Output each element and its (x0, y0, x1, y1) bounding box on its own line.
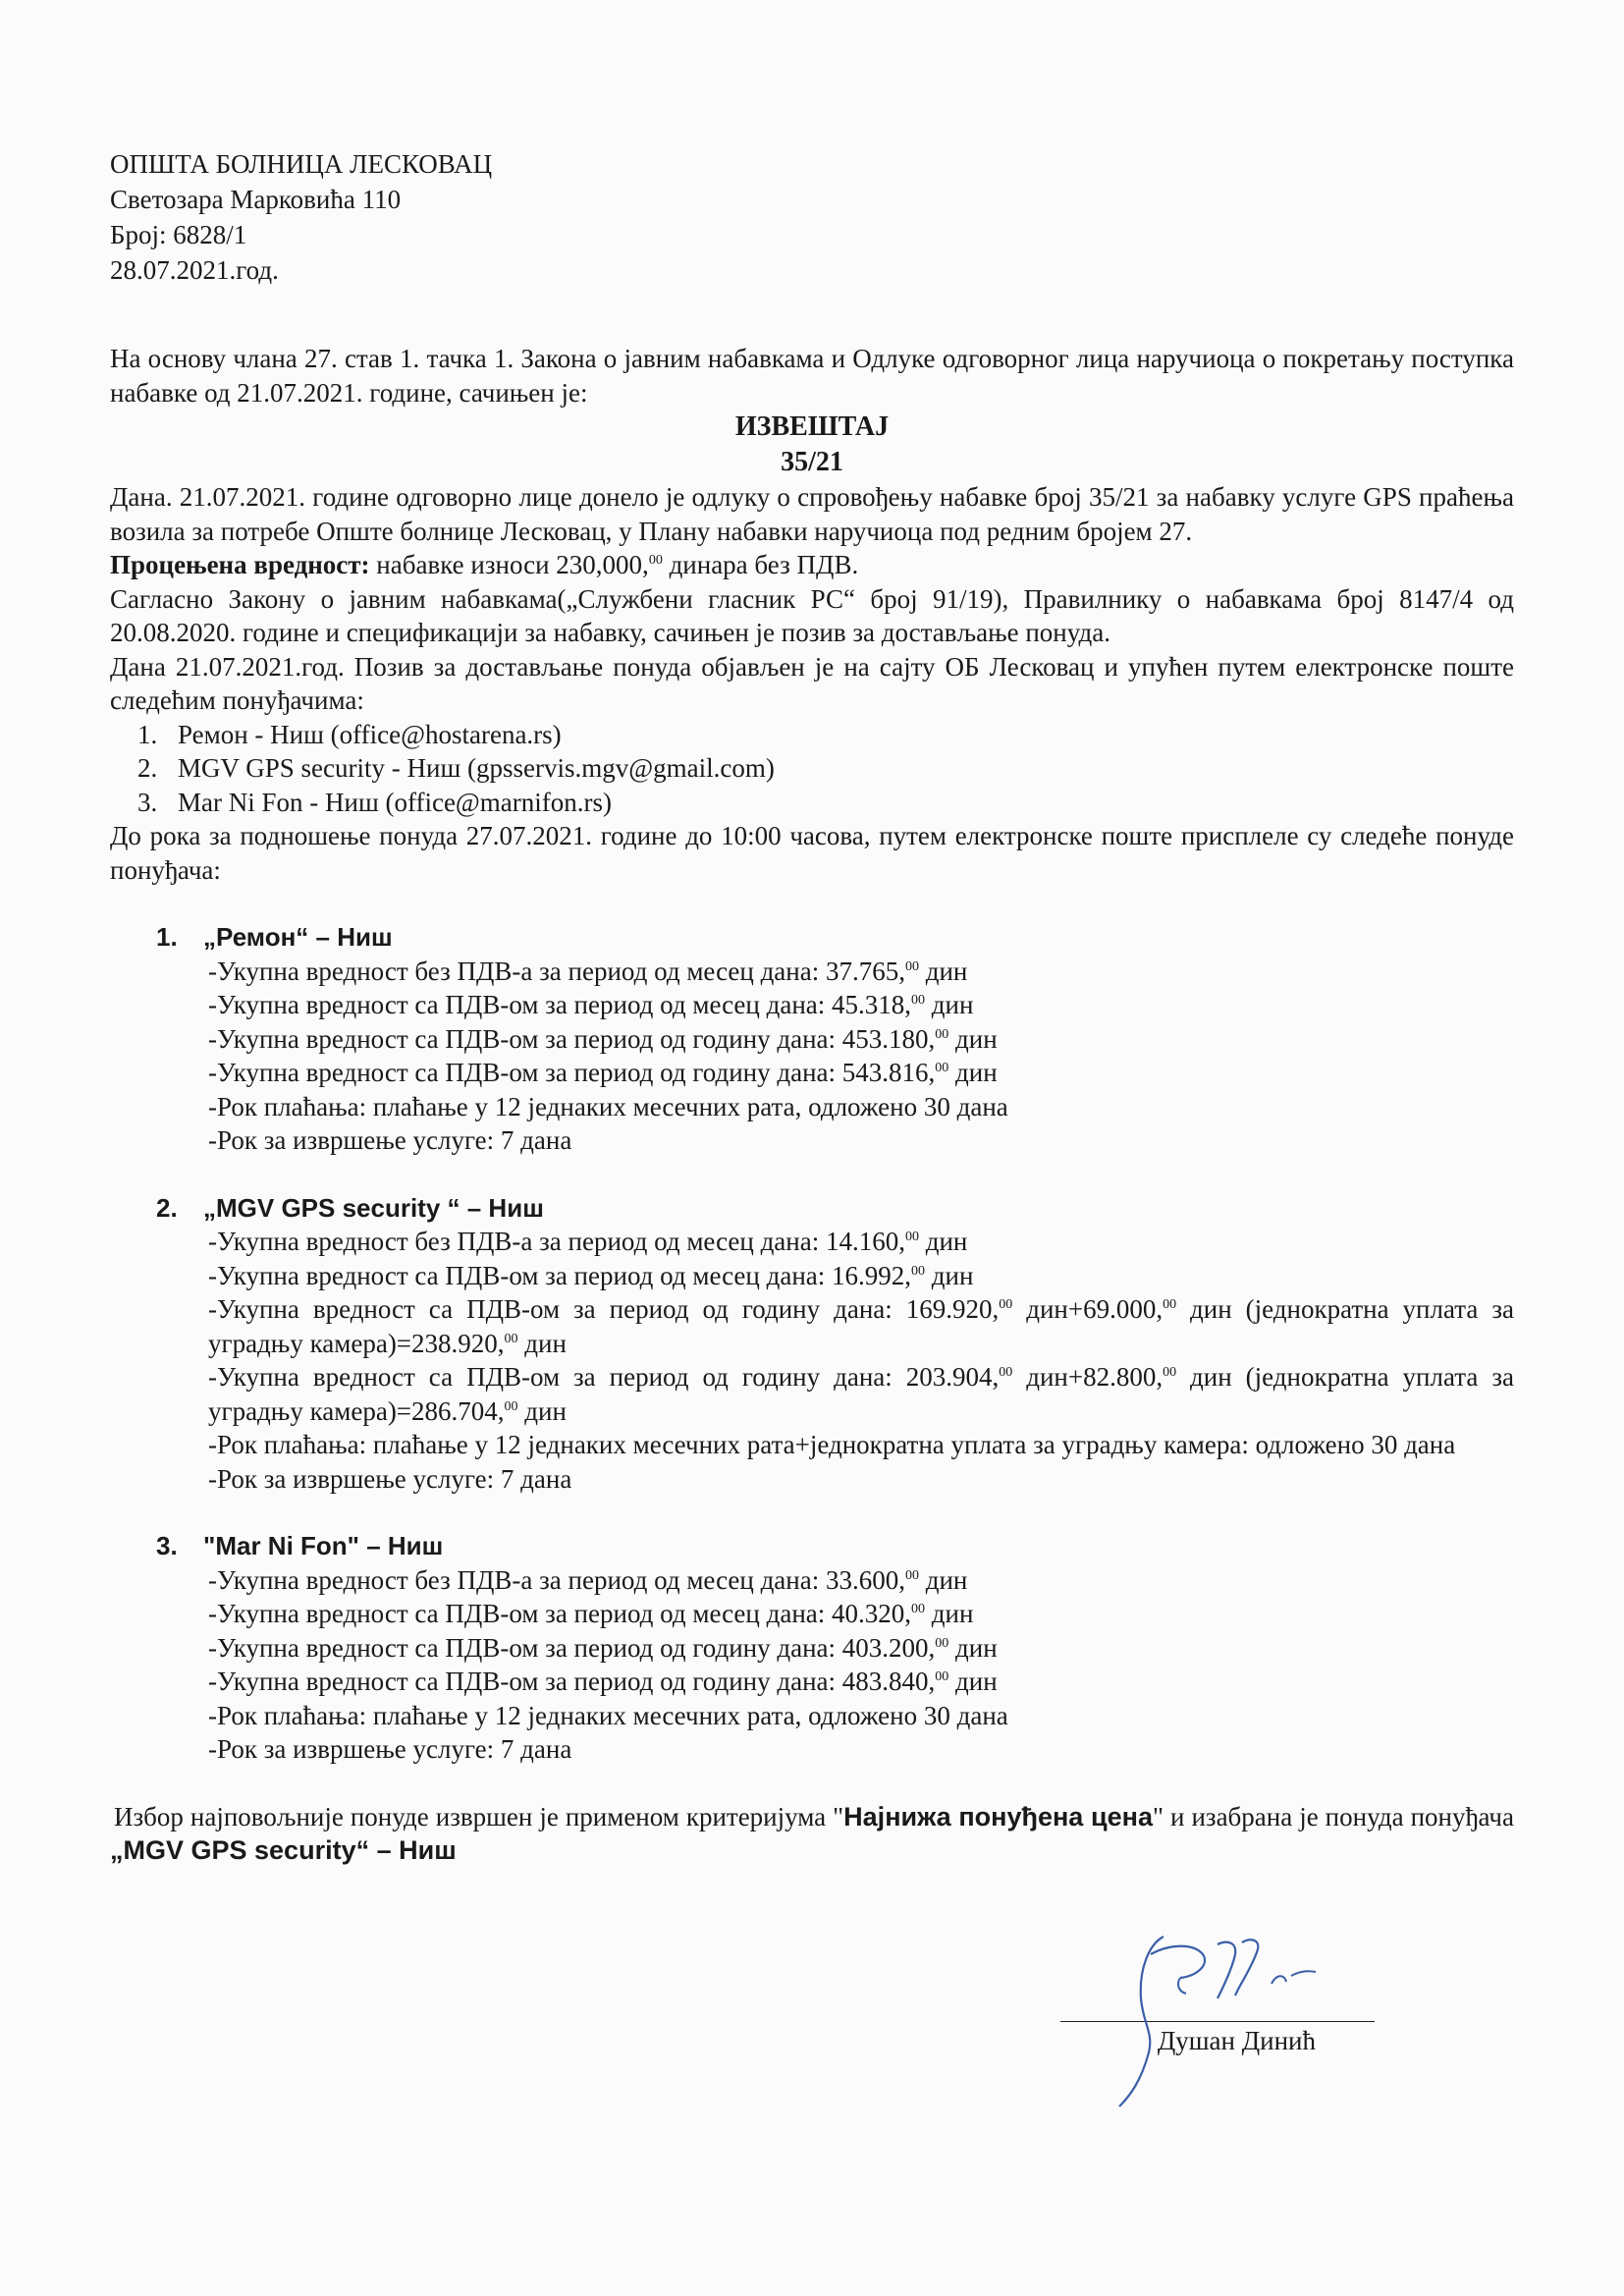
bid-line: -Укупна вредност са ПДВ-ом за период од годину дана: 543.816,00 дин (208, 1058, 998, 1087)
institution-address: Светозара Марковића 110 (110, 185, 402, 214)
bid-line: -Укупна вредност са ПДВ-ом за период од месец дана: 45.318,00 дин (208, 990, 974, 1019)
bid-line: -Рок за извршење услуге: 7 дана (208, 1463, 572, 1494)
bid-line: -Укупна вредност са ПДВ-ом за период од годину дана: 403.200,00 дин (208, 1632, 998, 1663)
bid-line: -Укупна вредност са ПДВ-ом за период од месец дана: 16.992,00 дин (208, 1260, 974, 1290)
bid-line: -Укупна вредност без ПДВ-а за период од месец дана: 33.600,00 дин (208, 1564, 968, 1595)
document-header (110, 147, 1514, 289)
handwritten-signature (1070, 1915, 1365, 2111)
institution-name: ОПШТА БОЛНИЦА ЛЕСКОВАЦ (110, 149, 493, 179)
estimate-decimals: 00 (648, 553, 663, 568)
bid-line: -Рок за извршење услуге: 7 дана (208, 1734, 572, 1764)
bid-number: 2. (156, 1192, 178, 1223)
bid-name: „Ремон“ – Ниш (203, 922, 393, 952)
estimate-label: Процењена вредност: (110, 550, 370, 579)
bid-line: -Укупна вредност са ПДВ-ом за период од годину дана: 453.180,00 дин (208, 1023, 998, 1054)
bid-line: -Рок за извршење услуге: 7 дана (208, 1125, 572, 1155)
bid-item (110, 920, 1514, 1158)
document-number: Број: 6828/1 (110, 220, 247, 249)
bid-number: 1. (156, 922, 178, 952)
bid-line: -Укупна вредност са ПДВ-ом за период од годину дана: 483.840,00 дин (208, 1667, 998, 1696)
criterion-label: Најнижа понуђена цена (843, 1801, 1153, 1831)
law-paragraph: Сагласно Закону о јавним набавкама(„Службени гласник РС“ број 91/19), Правилнику о набавкама број 8147/4 од 20.08.2020. године и спецификацији за набавку, сачињен је позив за достављање понуда. (110, 583, 1514, 647)
bid-line: -Рок плаћања: плаћање у 12 једнаких месечних рата, одложено 30 дана (208, 1091, 1008, 1121)
document-date: 28.07.2021.год. (110, 255, 279, 285)
estimate-value: набавке износи 230,000, (369, 550, 649, 579)
deadline-paragraph: До рока за подношење понуда 27.07.2021. године до 10:00 часова, путем електронске поште присплеле су следеће понуде понуђача: (110, 821, 1514, 885)
selected-bidder: „MGV GPS security“ – Ниш (110, 1835, 457, 1865)
document-page (110, 147, 1514, 1894)
bid-line: -Рок плаћања: плаћање у 12 једнаких месечних рата, одложено 30 дана (208, 1700, 1008, 1730)
selection-paragraph: Избор најповољније понуде извршен је применом критеријума "Најнижа понуђена цена" и изабрана је понуда понуђача „MGV GPS security“ – Ниш (110, 1801, 1514, 1865)
bids-list (110, 920, 1514, 1767)
intro-paragraph: На основу члана 27. став 1. тачка 1. Закона о јавним набавкама и Одлуке одговорног лица наручиоца о покретању поступка набавке од 21.07.2021. године, сачињен је: (110, 344, 1514, 408)
bid-line: -Укупна вредност без ПДВ-а за период од месец дана: 14.160,00 дин (208, 1227, 968, 1256)
report-number: 35/21 (781, 447, 843, 477)
bid-name: "Mar Ni Fon" – Ниш (203, 1531, 444, 1560)
invitation-paragraph: Дана 21.07.2021.год. Позив за достављање понуда објављен је на сајту ОБ Лесковац и упућен путем електронске поште следећим понуђачима: (110, 651, 1514, 715)
estimate-currency: динара без ПДВ. (662, 550, 859, 579)
recipients-list (110, 718, 1514, 820)
signatory-name: Душан Динић (1157, 2026, 1316, 2055)
bid-line: -Укупна вредност са ПДВ-ом за период од месец дана: 40.320,00 дин (208, 1599, 974, 1628)
list-item: 2. MGV GPS security - Ниш (gpsservis.mgv@gmail.com) (164, 751, 1514, 786)
bid-item (110, 1529, 1514, 1767)
bid-name: „MGV GPS security “ – Ниш (203, 1192, 544, 1223)
list-item: 1. Ремон - Ниш (office@hostarena.rs) (164, 718, 1514, 752)
bid-number: 3. (156, 1531, 178, 1560)
bid-item (110, 1191, 1514, 1497)
bid-line: -Укупна вредност без ПДВ-а за период од месец дана: 37.765,00 дин (208, 956, 968, 986)
list-item: 3. Mar Ni Fon - Ниш (office@marnifon.rs) (164, 786, 1514, 820)
bid-line: -Рок плаћања: плаћање у 12 једнаких месечних рата+једнократна уплата за уградњу камера: одложено 30 дана (208, 1430, 1456, 1459)
bid-line: -Укупна вредност са ПДВ-ом за период од годину дана: 203.904,00 дин+82.800,00 дин (једнократна уплата за уградњу камера)=286.704,00 дин (208, 1362, 1514, 1426)
estimate-paragraph (110, 548, 1514, 582)
bid-line: -Укупна вредност са ПДВ-ом за период од годину дана: 169.920,00 дин+69.000,00 дин (једнократна уплата за уградњу камера)=238.920,00 дин (208, 1294, 1514, 1358)
signature-block (1060, 1954, 1375, 2058)
report-title: ИЗВЕШТАЈ (734, 411, 890, 442)
decision-paragraph: Дана. 21.07.2021. године одговорно лице донело је одлуку о спровођењу набавке број 35/21 за набавку услуге GPS праћења возила за потребе Опште болнице Лесковац, у Плану набавки наручиоца под редним бројем 27. (110, 482, 1514, 546)
